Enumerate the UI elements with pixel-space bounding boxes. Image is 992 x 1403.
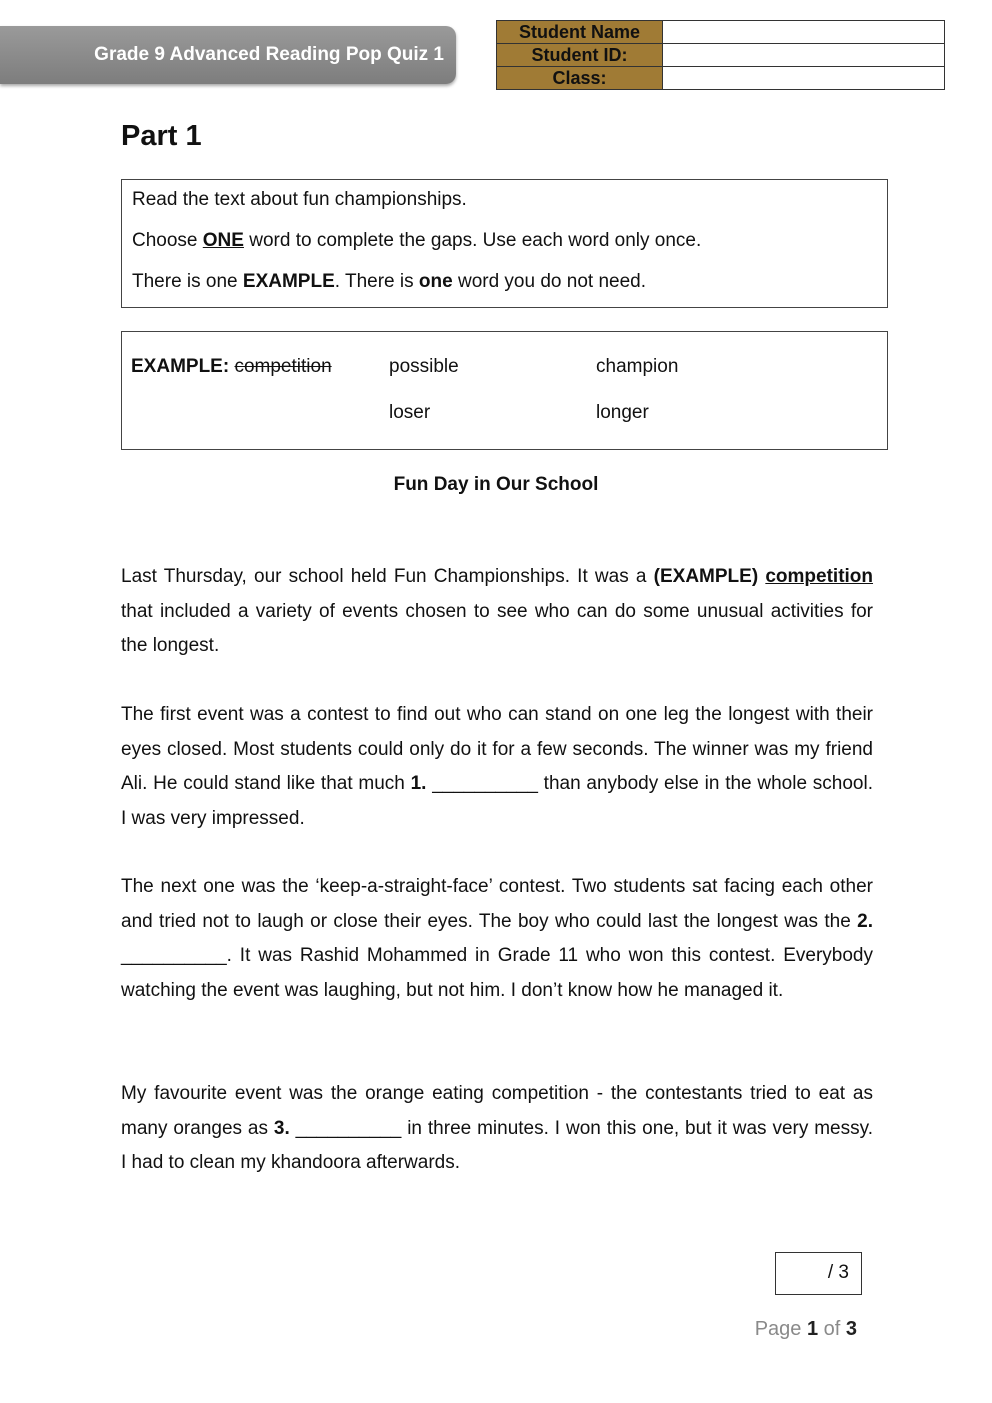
of-word: of: [818, 1318, 846, 1340]
instruction-text: word you do not need.: [452, 271, 646, 292]
gap-blank-3[interactable]: __________: [289, 1117, 402, 1139]
instruction-text: Read the text about fun championships.: [132, 189, 467, 210]
gap-blank-1[interactable]: __________: [426, 773, 538, 794]
story-text: My favourite event was the orange eating competition - the contestants tried to eat as many oranges as: [121, 1083, 873, 1139]
story-paragraph-4: [121, 1077, 873, 1181]
score-text: / 3: [827, 1262, 849, 1283]
page-word: Page: [754, 1318, 807, 1340]
page-number: [700, 1318, 857, 1341]
quiz-title: Grade 9 Advanced Reading Pop Quiz 1: [94, 44, 444, 65]
word-bank-item: champion: [596, 356, 679, 377]
instruction-emphasis: one: [418, 271, 453, 292]
instruction-line-3: [132, 270, 877, 293]
gap-number-3: 3.: [273, 1117, 290, 1139]
current-page: 1: [806, 1318, 819, 1340]
example-answer: competition: [765, 566, 874, 587]
instruction-line-2: [132, 229, 877, 252]
example-word: competition: [234, 356, 332, 377]
story-paragraph-2: [121, 698, 873, 836]
instruction-text: Choose: [132, 230, 203, 251]
instruction-emphasis: EXAMPLE: [242, 271, 335, 292]
story-text: in three minutes. I won this one, but it was very messy. I had to clean my khandoora afterwards.: [121, 1117, 873, 1173]
student-id-field[interactable]: [663, 44, 945, 67]
instruction-emphasis: ONE: [202, 230, 244, 251]
story-paragraph-1: [121, 560, 873, 664]
story-text: . It was Rashid Mohammed in Grade 11 who won this contest. Everybody watching the event was laughing, but not him. I don’t know how he managed it.: [121, 945, 873, 1001]
instruction-text: . There is: [334, 271, 419, 292]
instruction-line-1: [132, 188, 877, 211]
story-title: Fun Day in Our School: [393, 474, 599, 495]
class-field[interactable]: [663, 67, 945, 90]
story-text: than anybody else in the whole school. I was very impressed.: [121, 773, 873, 829]
example-entry: [131, 356, 332, 378]
word-bank-item: longer: [596, 402, 649, 423]
score-box: [775, 1252, 862, 1295]
word-bank-item: loser: [389, 402, 431, 423]
student-name-label: Student Name: [497, 21, 663, 44]
example-label: EXAMPLE:: [131, 356, 230, 377]
part-title: Part 1: [121, 120, 202, 152]
total-pages: 3: [845, 1318, 857, 1340]
instruction-text: word to complete the gaps. Use each word only once.: [243, 230, 702, 251]
student-id-label: Student ID:: [497, 44, 663, 67]
word-bank-box: [121, 331, 888, 450]
class-label: Class:: [497, 67, 663, 90]
gap-number-2: 2.: [857, 910, 873, 932]
example-tag: (EXAMPLE): [653, 566, 759, 587]
instruction-text: There is one: [132, 271, 243, 292]
word-bank-item: possible: [389, 356, 459, 377]
gap-number-1: 1.: [410, 773, 427, 794]
gap-blank-2[interactable]: __________: [121, 945, 227, 966]
quiz-title-banner: [0, 26, 456, 84]
story-text: Last Thursday, our school held Fun Championships. It was a: [121, 566, 654, 587]
story-paragraph-3: [121, 870, 873, 1008]
student-info-table: [496, 20, 945, 90]
story-text: that included a variety of events chosen to see who can do some unusual activities for the longest.: [121, 600, 873, 656]
story-text: The first event was a contest to find out who can stand on one leg the longest with their eyes closed. Most students could only do it for a few seconds. The winner was my friend Ali. He could stand like that much: [121, 704, 873, 794]
student-name-field[interactable]: [663, 21, 945, 44]
story-text: The next one was the ‘keep-a-straight-face’ contest. Two students sat facing each other and tried not to laugh or close their eyes. The boy who could last the longest was the: [121, 876, 873, 932]
instructions-box: [121, 179, 888, 308]
